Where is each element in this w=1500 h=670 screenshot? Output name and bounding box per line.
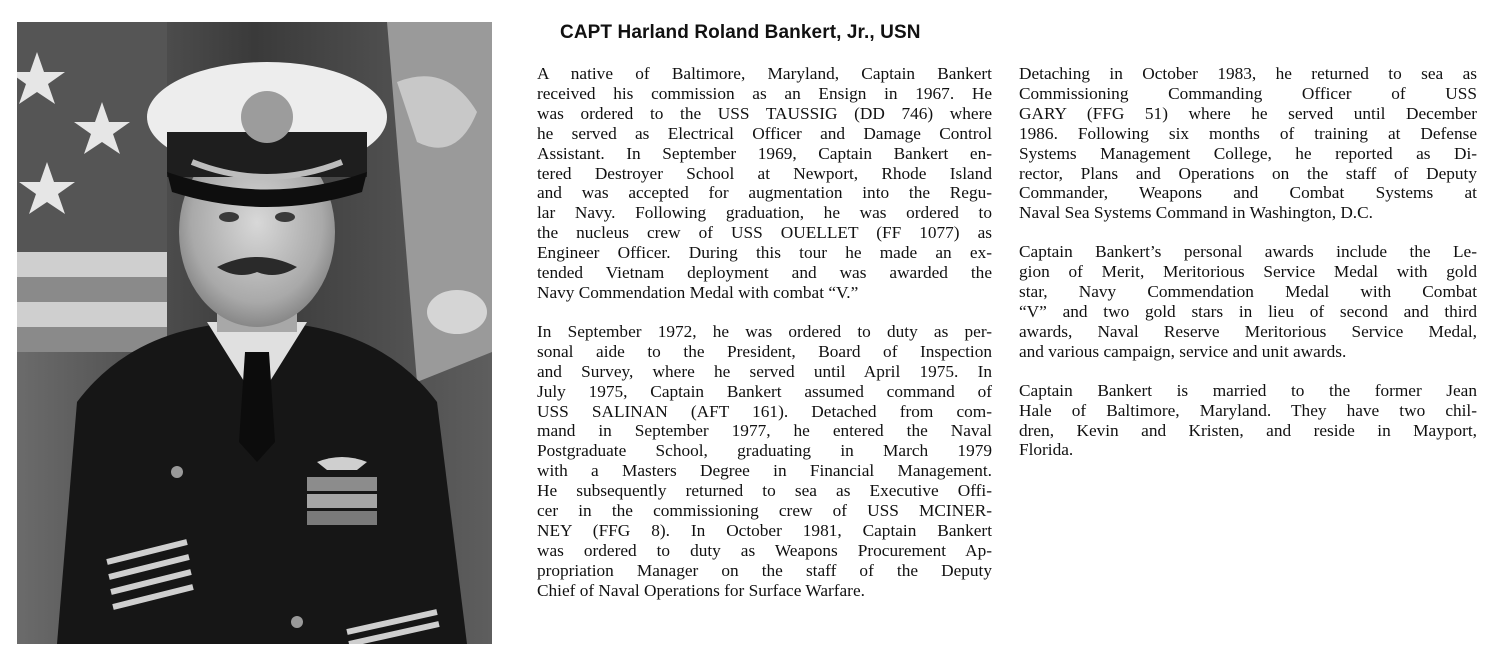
text-line: propriation Manager on the staff of the Deputy	[537, 560, 992, 580]
text-line: Naval Sea Systems Command in Washington, D.C.	[1019, 203, 1373, 223]
text-line: Chief of Naval Operations for Surface Warfare.	[537, 580, 865, 600]
text-line: he served as Electrical Officer and Damage Control	[537, 123, 992, 143]
text-line: lar Navy. Following graduation, he was ordered to	[537, 203, 992, 223]
text-line: Assistant. In September 1969, Captain Bankert en-	[537, 143, 992, 163]
officer-portrait-photo	[17, 22, 492, 644]
text-line: GARY (FFG 51) where he served until December	[1019, 103, 1477, 123]
text-line: sonal aide to the President, Board of Inspection	[537, 341, 992, 361]
text-line: rector, Plans and Operations on the staff of Deputy	[1019, 163, 1477, 183]
paragraph-later-career	[1019, 64, 1477, 223]
cap-insignia-icon	[241, 91, 293, 143]
text-line: USS SALINAN (AFT 161). Detached from com-	[537, 401, 992, 421]
text-line: with a Masters Degree in Financial Management.	[537, 461, 992, 481]
text-line: and was accepted for augmentation into the Regu-	[537, 183, 992, 203]
text-line: 1986. Following six months of training at Defense	[1019, 123, 1477, 143]
text-line: the nucleus crew of USS OUELLET (FF 1077) as	[537, 223, 992, 243]
text-line: and various campaign, service and unit awards.	[1019, 341, 1347, 361]
text-line: Captain Bankert is married to the former Jean	[1019, 380, 1477, 400]
text-line: July 1975, Captain Bankert assumed command of	[537, 381, 992, 401]
text-line: Detaching in October 1983, he returned to sea as	[1019, 64, 1477, 83]
text-line: cer in the commissioning crew of USS MCINER-	[537, 501, 992, 521]
text-line: Captain Bankert’s personal awards include the Le-	[1019, 242, 1477, 262]
text-line: awards, Naval Reserve Meritorious Service Medal,	[1019, 321, 1477, 341]
text-line: A native of Baltimore, Maryland, Captain Bankert	[537, 64, 992, 83]
american-flag	[17, 22, 167, 352]
text-line: dren, Kevin and Kristen, and reside in Mayport,	[1019, 420, 1477, 440]
text-line: In September 1972, he was ordered to duty as per-	[537, 321, 992, 341]
text-line: and Survey, where he served until April 1975. In	[537, 361, 992, 381]
paragraph-early-career	[537, 64, 992, 303]
page-title: CAPT Harland Roland Bankert, Jr., USN	[560, 22, 921, 43]
paragraph-family	[1019, 381, 1477, 461]
text-line: Florida.	[1019, 440, 1074, 460]
text-line: tered Destroyer School at Newport, Rhode Island	[537, 163, 992, 183]
paragraph-awards	[1019, 242, 1477, 361]
text-line: gion of Merit, Meritorious Service Medal with gold	[1019, 262, 1477, 282]
text-line: was ordered to the USS TAUSSIG (DD 746) where	[537, 103, 992, 123]
text-line: Systems Management College, he reported as Di-	[1019, 143, 1477, 163]
text-line: Commissioning Commanding Officer of USS	[1019, 83, 1477, 103]
text-line: He subsequently returned to sea as Executive Offi-	[537, 481, 992, 501]
text-line: “V” and two gold stars in lieu of second and third	[1019, 301, 1477, 321]
biography-left-column	[537, 64, 992, 620]
text-line: Navy Commendation Medal with combat “V.”	[537, 282, 859, 302]
text-line: Commander, Weapons and Combat Systems at	[1019, 183, 1477, 203]
biography-right-column	[1019, 64, 1477, 479]
portrait-illustration	[17, 22, 492, 644]
paragraph-mid-career	[537, 322, 992, 601]
text-line: Hale of Baltimore, Maryland. They have two chil-	[1019, 400, 1477, 420]
text-line: Postgraduate School, graduating in March 1979	[537, 441, 992, 461]
text-line: NEY (FFG 8). In October 1981, Captain Bankert	[537, 520, 992, 540]
necktie	[239, 352, 275, 462]
text-line: was ordered to duty as Weapons Procurement Ap-	[537, 540, 992, 560]
text-line: mand in September 1977, he entered the Naval	[537, 421, 992, 441]
text-line: star, Navy Commendation Medal with Combat	[1019, 282, 1477, 302]
text-line: tended Vietnam deployment and was awarded the	[537, 263, 992, 283]
text-line: Engineer Officer. During this tour he made an ex-	[537, 243, 992, 263]
text-line: received his commission as an Ensign in 1967. He	[537, 83, 992, 103]
